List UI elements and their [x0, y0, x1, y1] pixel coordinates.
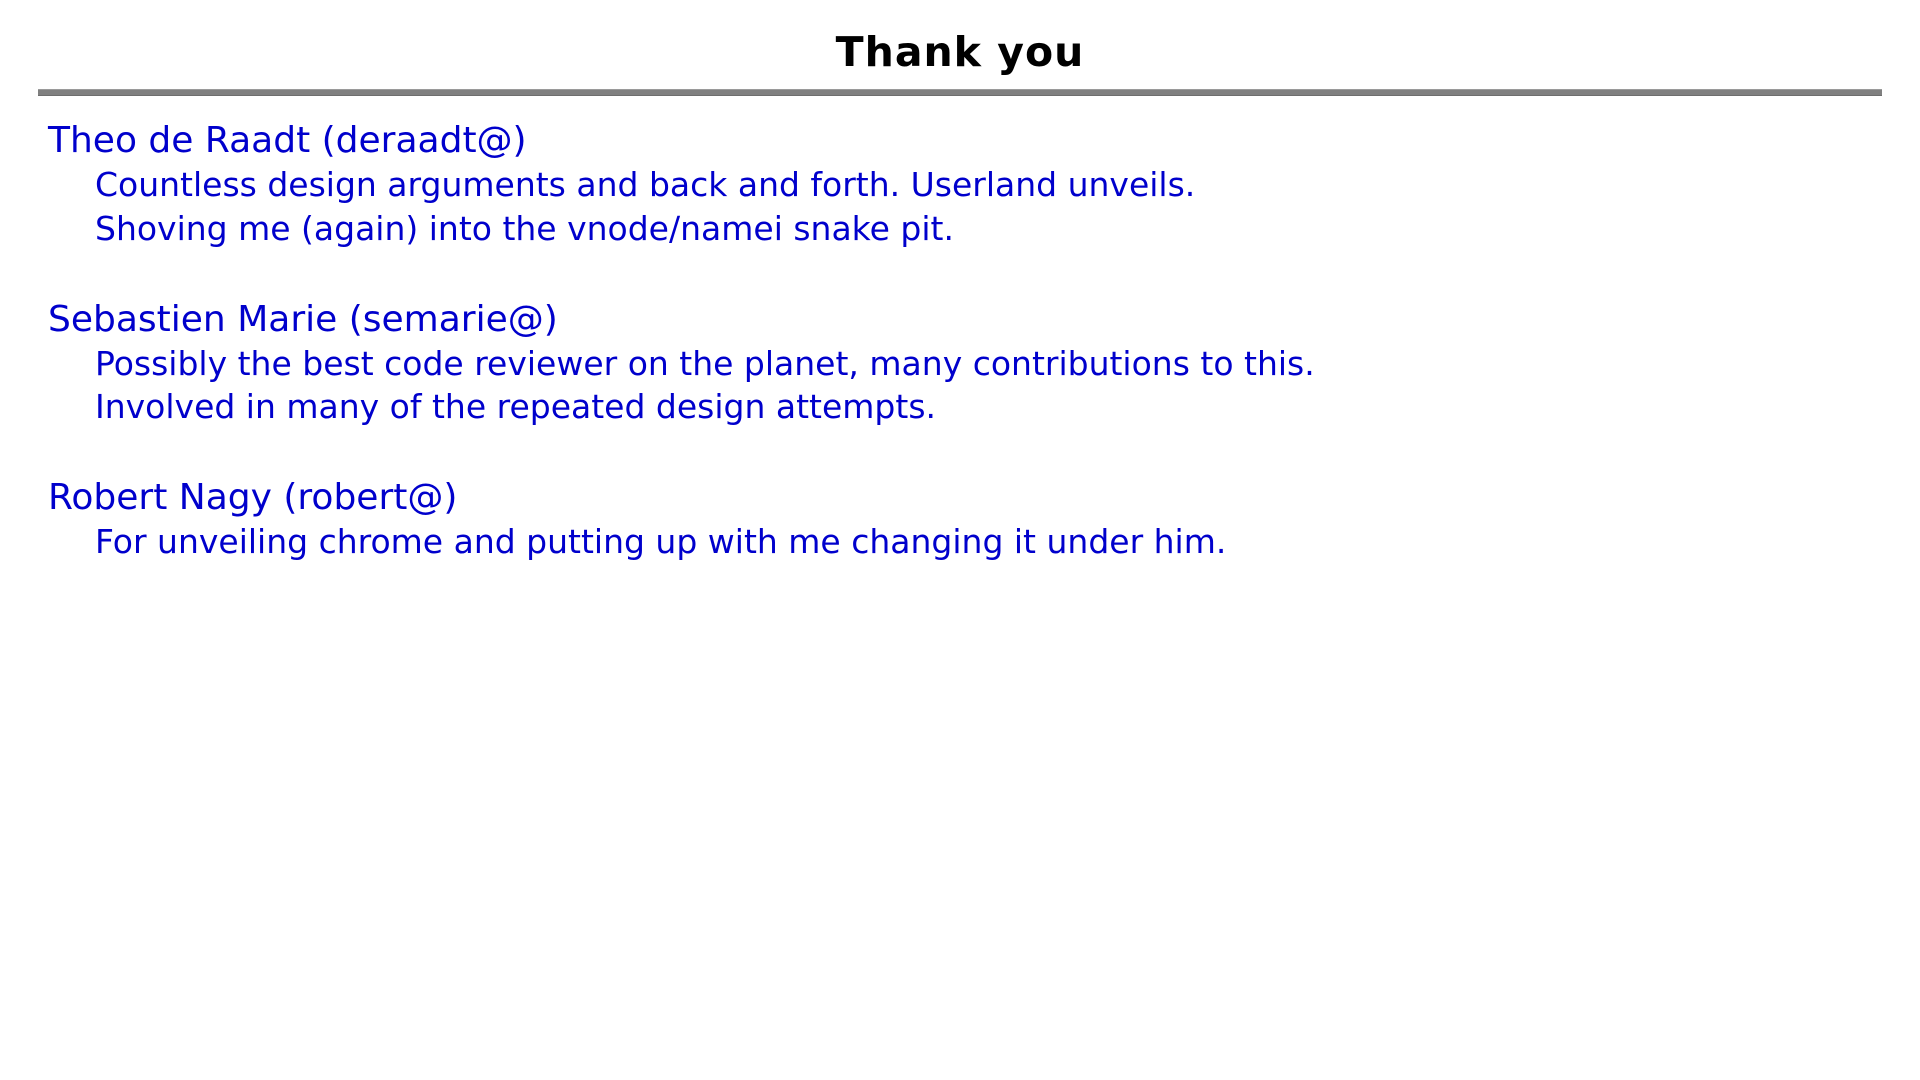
- credit-person-name: Theo de Raadt (deraadt@): [48, 120, 527, 162]
- page-title: Thank you: [835, 28, 1085, 76]
- credit-detail-line: Possibly the best code reviewer on the planet, many contributions to this.: [95, 343, 1315, 383]
- credit-detail-line: Shoving me (again) into the vnode/namei snake pit.: [95, 209, 954, 248]
- credit-detail-line: Involved in many of the repeated design attempts.: [95, 387, 937, 427]
- title-divider: [38, 89, 1882, 96]
- credit-person-name: Robert Nagy (robert@): [48, 477, 458, 518]
- credit-detail-line: Countless design arguments and back and forth. Userland unveils.: [95, 165, 1196, 205]
- credit-detail-line: For unveiling chrome and putting up with me changing it under him.: [95, 522, 1227, 562]
- credit-block: [48, 475, 1872, 564]
- credit-block: [48, 297, 1872, 429]
- credit-person-name: Sebastien Marie (semarie@): [48, 298, 558, 340]
- credit-block: [48, 118, 1872, 250]
- slide-body: [0, 96, 1920, 564]
